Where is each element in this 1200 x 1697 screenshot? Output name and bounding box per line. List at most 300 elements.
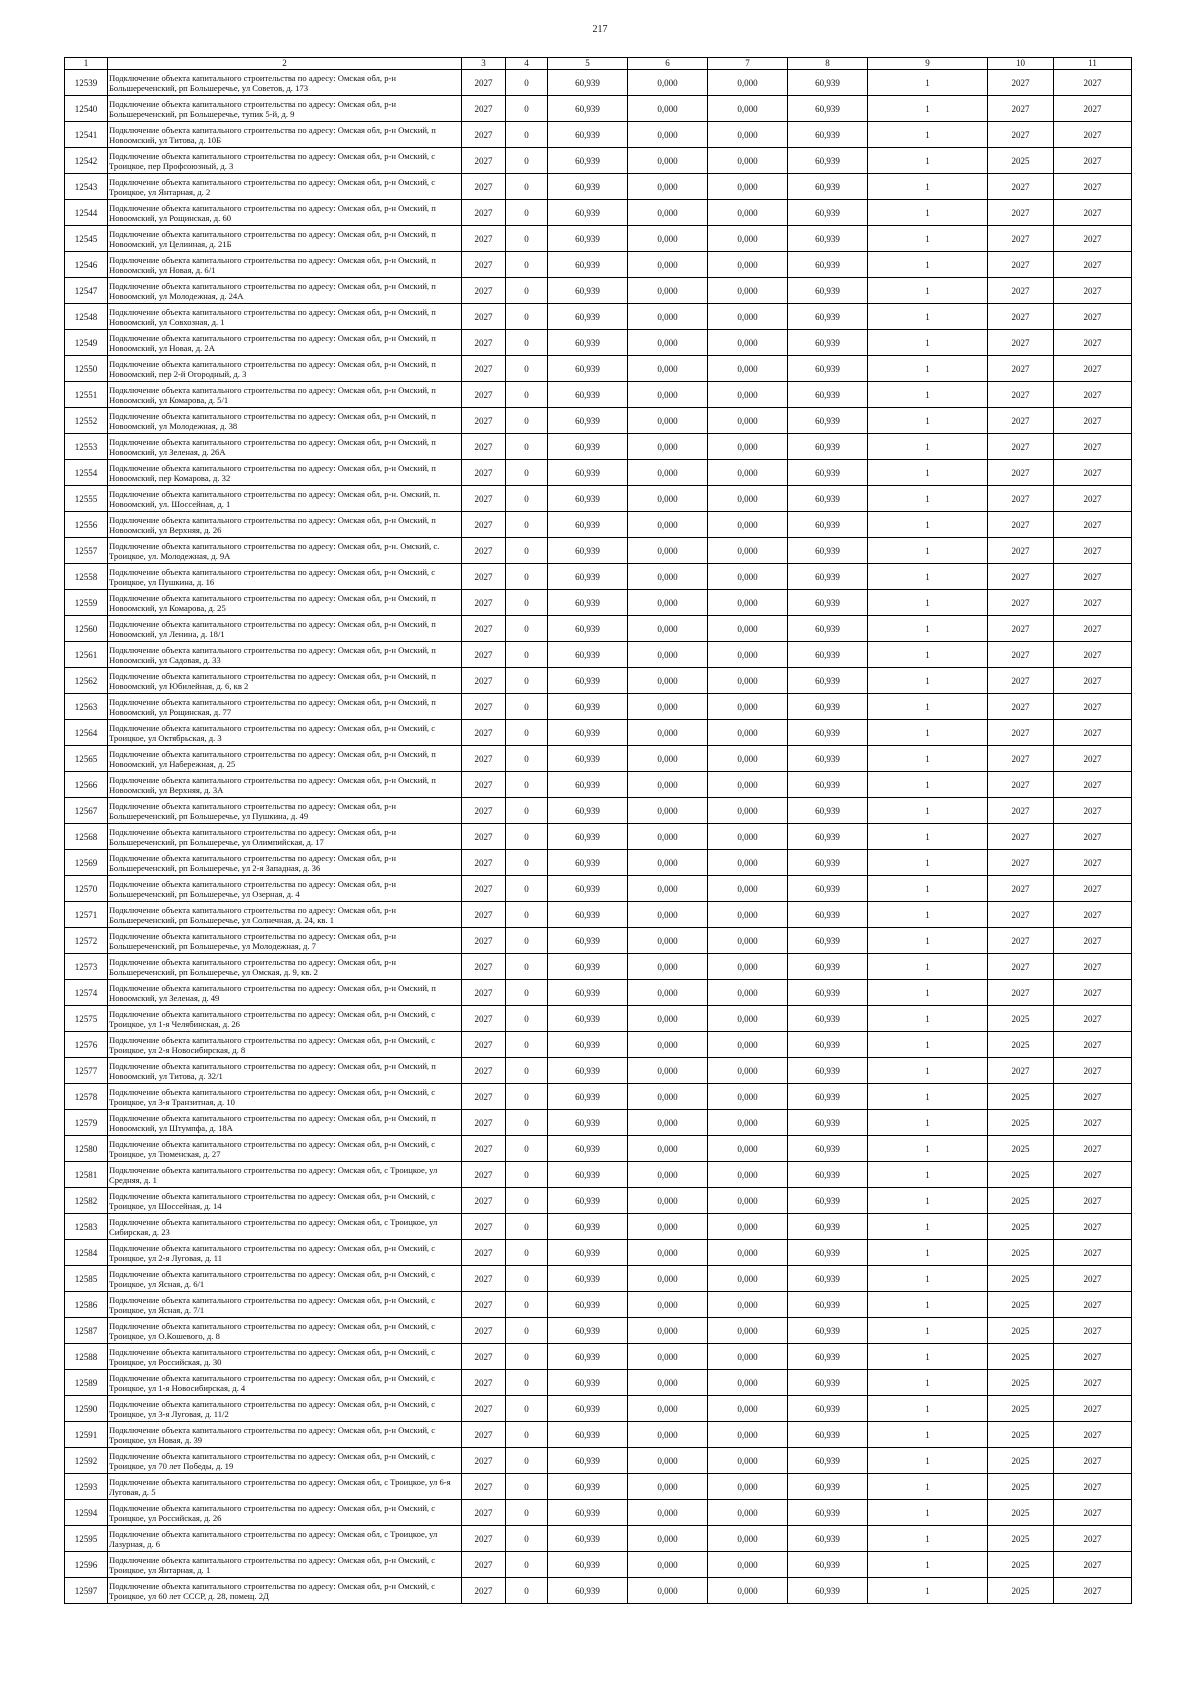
column-4-cell: 0 [506, 174, 548, 200]
column-7-cell: 0,000 [708, 564, 788, 590]
column-10-cell: 2027 [988, 486, 1054, 512]
column-7-cell: 0,000 [708, 980, 788, 1006]
column-3-cell: 2027 [462, 1552, 506, 1578]
column-9-cell: 1 [868, 1396, 988, 1422]
column-7-cell: 0,000 [708, 1136, 788, 1162]
object-description-cell: Подключение объекта капитального строительства по адресу: Омская обл, р-н Омский, с Троицкое, ул Янтарная, д. 1 [108, 1552, 462, 1578]
column-10-cell: 2025 [988, 1526, 1054, 1552]
row-number-cell: 12576 [65, 1032, 108, 1058]
column-11-cell: 2027 [1054, 460, 1132, 486]
column-6-cell: 0,000 [628, 278, 708, 304]
column-9-cell: 1 [868, 1006, 988, 1032]
column-4-cell: 0 [506, 1500, 548, 1526]
column-4-cell: 0 [506, 1552, 548, 1578]
column-6-cell: 0,000 [628, 746, 708, 772]
table-row [65, 902, 1132, 928]
column-8-cell: 60,939 [788, 252, 868, 278]
column-3-cell: 2027 [462, 1318, 506, 1344]
column-8-cell: 60,939 [788, 486, 868, 512]
column-7-cell: 0,000 [708, 200, 788, 226]
column-11-cell: 2027 [1054, 1032, 1132, 1058]
row-number-cell: 12547 [65, 278, 108, 304]
object-description-cell: Подключение объекта капитального строительства по адресу: Омская обл, р-н Омский, п Новоомский, ул Титова, д. 32/1 [108, 1058, 462, 1084]
table-row [65, 1318, 1132, 1344]
column-8-cell: 60,939 [788, 200, 868, 226]
column-6-cell: 0,000 [628, 1136, 708, 1162]
column-4-cell: 0 [506, 252, 548, 278]
object-description-cell: Подключение объекта капитального строительства по адресу: Омская обл, р-н Большереченский, рп Большеречье, ул Омская, д. 9, кв. 2 [108, 954, 462, 980]
column-5-cell: 60,939 [548, 148, 628, 174]
column-8-cell: 60,939 [788, 330, 868, 356]
column-5-cell: 60,939 [548, 1396, 628, 1422]
table-row [65, 1162, 1132, 1188]
table-row [65, 304, 1132, 330]
column-5-cell: 60,939 [548, 1188, 628, 1214]
column-header: 9 [868, 58, 988, 70]
column-10-cell: 2025 [988, 1032, 1054, 1058]
column-11-cell: 2027 [1054, 694, 1132, 720]
column-header: 3 [462, 58, 506, 70]
object-description-cell: Подключение объекта капитального строительства по адресу: Омская обл, р-н Омский, с Троицкое, ул О.Кошевого, д. 8 [108, 1318, 462, 1344]
column-11-cell: 2027 [1054, 1058, 1132, 1084]
row-number-cell: 12582 [65, 1188, 108, 1214]
column-10-cell: 2027 [988, 590, 1054, 616]
column-8-cell: 60,939 [788, 1084, 868, 1110]
column-5-cell: 60,939 [548, 1474, 628, 1500]
column-3-cell: 2027 [462, 538, 506, 564]
column-6-cell: 0,000 [628, 304, 708, 330]
column-6-cell: 0,000 [628, 876, 708, 902]
column-8-cell: 60,939 [788, 278, 868, 304]
row-number-cell: 12577 [65, 1058, 108, 1084]
column-7-cell: 0,000 [708, 538, 788, 564]
column-6-cell: 0,000 [628, 1578, 708, 1604]
column-7-cell: 0,000 [708, 668, 788, 694]
column-11-cell: 2027 [1054, 226, 1132, 252]
column-6-cell: 0,000 [628, 668, 708, 694]
column-5-cell: 60,939 [548, 798, 628, 824]
row-number-cell: 12548 [65, 304, 108, 330]
column-3-cell: 2027 [462, 96, 506, 122]
column-6-cell: 0,000 [628, 954, 708, 980]
column-4-cell: 0 [506, 122, 548, 148]
column-10-cell: 2027 [988, 746, 1054, 772]
object-description-cell: Подключение объекта капитального строительства по адресу: Омская обл, р-н Омский, с Троицкое, ул 1-я Челябинская, д. 26 [108, 1006, 462, 1032]
column-11-cell: 2027 [1054, 1500, 1132, 1526]
table-row [65, 1266, 1132, 1292]
object-description-cell: Подключение объекта капитального строительства по адресу: Омская обл, р-н Омский, п Новоомский, ул Штумпфа, д. 18А [108, 1110, 462, 1136]
column-11-cell: 2027 [1054, 616, 1132, 642]
column-7-cell: 0,000 [708, 382, 788, 408]
column-10-cell: 2027 [988, 824, 1054, 850]
table-row [65, 96, 1132, 122]
table-row [65, 226, 1132, 252]
column-10-cell: 2025 [988, 1396, 1054, 1422]
column-7-cell: 0,000 [708, 486, 788, 512]
column-10-cell: 2025 [988, 1006, 1054, 1032]
row-number-cell: 12563 [65, 694, 108, 720]
column-10-cell: 2027 [988, 434, 1054, 460]
column-8-cell: 60,939 [788, 1526, 868, 1552]
column-9-cell: 1 [868, 1188, 988, 1214]
column-5-cell: 60,939 [548, 278, 628, 304]
column-4-cell: 0 [506, 304, 548, 330]
table-row [65, 642, 1132, 668]
column-11-cell: 2027 [1054, 382, 1132, 408]
column-8-cell: 60,939 [788, 1318, 868, 1344]
column-11-cell: 2027 [1054, 70, 1132, 96]
column-header: 5 [548, 58, 628, 70]
row-number-cell: 12581 [65, 1162, 108, 1188]
table-row [65, 1006, 1132, 1032]
column-5-cell: 60,939 [548, 746, 628, 772]
column-4-cell: 0 [506, 1058, 548, 1084]
object-description-cell: Подключение объекта капитального строительства по адресу: Омская обл, р-н Омский, п Новоомский, ул Новая, д. 6/1 [108, 252, 462, 278]
column-4-cell: 0 [506, 824, 548, 850]
column-11-cell: 2027 [1054, 720, 1132, 746]
column-7-cell: 0,000 [708, 720, 788, 746]
table-row [65, 330, 1132, 356]
column-9-cell: 1 [868, 616, 988, 642]
object-description-cell: Подключение объекта капитального строительства по адресу: Омская обл, р-н Омский, п Новоомский, ул Новая, д. 2А [108, 330, 462, 356]
column-6-cell: 0,000 [628, 1032, 708, 1058]
row-number-cell: 12554 [65, 460, 108, 486]
object-description-cell: Подключение объекта капитального строительства по адресу: Омская обл, р-н Омский, п Новоомский, ул Совхозная, д. 1 [108, 304, 462, 330]
column-11-cell: 2027 [1054, 96, 1132, 122]
object-description-cell: Подключение объекта капитального строительства по адресу: Омская обл, р-н Большереченский, рп Большеречье, ул Советов, д. 173 [108, 70, 462, 96]
column-11-cell: 2027 [1054, 1162, 1132, 1188]
column-8-cell: 60,939 [788, 1448, 868, 1474]
column-9-cell: 1 [868, 460, 988, 486]
column-7-cell: 0,000 [708, 1422, 788, 1448]
column-9-cell: 1 [868, 1422, 988, 1448]
column-4-cell: 0 [506, 1162, 548, 1188]
column-6-cell: 0,000 [628, 1552, 708, 1578]
row-number-cell: 12560 [65, 616, 108, 642]
column-3-cell: 2027 [462, 1474, 506, 1500]
column-4-cell: 0 [506, 1344, 548, 1370]
column-7-cell: 0,000 [708, 1552, 788, 1578]
column-3-cell: 2027 [462, 1188, 506, 1214]
column-5-cell: 60,939 [548, 1370, 628, 1396]
column-9-cell: 1 [868, 434, 988, 460]
object-description-cell: Подключение объекта капитального строительства по адресу: Омская обл, р-н Омский, с Троицкое, ул Тюменская, д. 27 [108, 1136, 462, 1162]
column-8-cell: 60,939 [788, 564, 868, 590]
column-3-cell: 2027 [462, 1266, 506, 1292]
row-number-cell: 12579 [65, 1110, 108, 1136]
column-3-cell: 2027 [462, 1448, 506, 1474]
column-5-cell: 60,939 [548, 1344, 628, 1370]
column-10-cell: 2025 [988, 1552, 1054, 1578]
column-9-cell: 1 [868, 122, 988, 148]
object-description-cell: Подключение объекта капитального строительства по адресу: Омская обл, р-н. Омский, с. Троицкое, ул. Молодежная, д. 9А [108, 538, 462, 564]
column-5-cell: 60,939 [548, 1526, 628, 1552]
column-6-cell: 0,000 [628, 408, 708, 434]
column-5-cell: 60,939 [548, 330, 628, 356]
column-7-cell: 0,000 [708, 798, 788, 824]
column-11-cell: 2027 [1054, 200, 1132, 226]
table-row [65, 772, 1132, 798]
column-5-cell: 60,939 [548, 408, 628, 434]
column-9-cell: 1 [868, 330, 988, 356]
column-5-cell: 60,939 [548, 1214, 628, 1240]
column-7-cell: 0,000 [708, 1006, 788, 1032]
column-5-cell: 60,939 [548, 980, 628, 1006]
column-7-cell: 0,000 [708, 1110, 788, 1136]
column-4-cell: 0 [506, 330, 548, 356]
column-3-cell: 2027 [462, 1526, 506, 1552]
column-5-cell: 60,939 [548, 564, 628, 590]
column-9-cell: 1 [868, 1162, 988, 1188]
column-4-cell: 0 [506, 538, 548, 564]
column-5-cell: 60,939 [548, 1136, 628, 1162]
table-row [65, 824, 1132, 850]
table-row [65, 980, 1132, 1006]
table-row [65, 434, 1132, 460]
column-6-cell: 0,000 [628, 174, 708, 200]
column-8-cell: 60,939 [788, 1032, 868, 1058]
column-8-cell: 60,939 [788, 850, 868, 876]
column-8-cell: 60,939 [788, 720, 868, 746]
column-9-cell: 1 [868, 1136, 988, 1162]
column-11-cell: 2027 [1054, 1344, 1132, 1370]
column-9-cell: 1 [868, 772, 988, 798]
object-description-cell: Подключение объекта капитального строительства по адресу: Омская обл, р-н Омский, с Троицкое, ул 60 лет СССР, д. 28, помещ. 2Д [108, 1578, 462, 1604]
column-11-cell: 2027 [1054, 772, 1132, 798]
column-11-cell: 2027 [1054, 252, 1132, 278]
column-4-cell: 0 [506, 1240, 548, 1266]
table-row [65, 278, 1132, 304]
column-5-cell: 60,939 [548, 1500, 628, 1526]
table-row [65, 460, 1132, 486]
object-description-cell: Подключение объекта капитального строительства по адресу: Омская обл, р-н Омский, п Новоомский, ул Целинная, д. 21Б [108, 226, 462, 252]
column-9-cell: 1 [868, 902, 988, 928]
column-8-cell: 60,939 [788, 1240, 868, 1266]
column-7-cell: 0,000 [708, 1084, 788, 1110]
column-3-cell: 2027 [462, 356, 506, 382]
column-5-cell: 60,939 [548, 122, 628, 148]
column-3-cell: 2027 [462, 1578, 506, 1604]
object-description-cell: Подключение объекта капитального строительства по адресу: Омская обл, р-н Омский, п Новоомский, ул Верхняя, д. 3А [108, 772, 462, 798]
row-number-cell: 12545 [65, 226, 108, 252]
column-7-cell: 0,000 [708, 96, 788, 122]
table-row [65, 1448, 1132, 1474]
column-6-cell: 0,000 [628, 148, 708, 174]
column-6-cell: 0,000 [628, 928, 708, 954]
column-11-cell: 2027 [1054, 876, 1132, 902]
table-row [65, 1214, 1132, 1240]
column-6-cell: 0,000 [628, 252, 708, 278]
column-8-cell: 60,939 [788, 954, 868, 980]
column-7-cell: 0,000 [708, 824, 788, 850]
column-8-cell: 60,939 [788, 1110, 868, 1136]
column-5-cell: 60,939 [548, 1578, 628, 1604]
column-6-cell: 0,000 [628, 1006, 708, 1032]
column-8-cell: 60,939 [788, 122, 868, 148]
column-8-cell: 60,939 [788, 1578, 868, 1604]
column-11-cell: 2027 [1054, 434, 1132, 460]
column-header: 1 [65, 58, 108, 70]
column-10-cell: 2027 [988, 694, 1054, 720]
column-8-cell: 60,939 [788, 174, 868, 200]
column-11-cell: 2027 [1054, 1422, 1132, 1448]
column-4-cell: 0 [506, 902, 548, 928]
column-9-cell: 1 [868, 512, 988, 538]
column-7-cell: 0,000 [708, 590, 788, 616]
column-8-cell: 60,939 [788, 668, 868, 694]
column-10-cell: 2027 [988, 980, 1054, 1006]
column-11-cell: 2027 [1054, 1188, 1132, 1214]
column-9-cell: 1 [868, 148, 988, 174]
column-4-cell: 0 [506, 512, 548, 538]
object-description-cell: Подключение объекта капитального строительства по адресу: Омская обл, р-н Омский, п Новоомский, ул Комарова, д. 25 [108, 590, 462, 616]
column-5-cell: 60,939 [548, 694, 628, 720]
column-6-cell: 0,000 [628, 1474, 708, 1500]
column-7-cell: 0,000 [708, 1292, 788, 1318]
column-7-cell: 0,000 [708, 1578, 788, 1604]
column-number-row [65, 58, 1132, 70]
column-6-cell: 0,000 [628, 1214, 708, 1240]
column-10-cell: 2027 [988, 278, 1054, 304]
table-row [65, 1500, 1132, 1526]
object-description-cell: Подключение объекта капитального строительства по адресу: Омская обл, р-н Омский, п Новоомский, ул Юбилейная, д. 6, кв 2 [108, 668, 462, 694]
row-number-cell: 12572 [65, 928, 108, 954]
row-number-cell: 12543 [65, 174, 108, 200]
column-10-cell: 2027 [988, 720, 1054, 746]
column-header: 8 [788, 58, 868, 70]
column-8-cell: 60,939 [788, 1396, 868, 1422]
row-number-cell: 12551 [65, 382, 108, 408]
column-4-cell: 0 [506, 590, 548, 616]
column-7-cell: 0,000 [708, 434, 788, 460]
column-4-cell: 0 [506, 772, 548, 798]
column-4-cell: 0 [506, 642, 548, 668]
row-number-cell: 12583 [65, 1214, 108, 1240]
column-6-cell: 0,000 [628, 512, 708, 538]
column-3-cell: 2027 [462, 902, 506, 928]
column-10-cell: 2025 [988, 1136, 1054, 1162]
column-5-cell: 60,939 [548, 1058, 628, 1084]
column-6-cell: 0,000 [628, 642, 708, 668]
column-4-cell: 0 [506, 720, 548, 746]
column-8-cell: 60,939 [788, 642, 868, 668]
column-8-cell: 60,939 [788, 980, 868, 1006]
column-7-cell: 0,000 [708, 252, 788, 278]
row-number-cell: 12546 [65, 252, 108, 278]
column-7-cell: 0,000 [708, 460, 788, 486]
column-header: 7 [708, 58, 788, 70]
column-4-cell: 0 [506, 564, 548, 590]
column-5-cell: 60,939 [548, 226, 628, 252]
column-10-cell: 2027 [988, 252, 1054, 278]
column-10-cell: 2027 [988, 96, 1054, 122]
column-8-cell: 60,939 [788, 590, 868, 616]
column-11-cell: 2027 [1054, 356, 1132, 382]
column-5-cell: 60,939 [548, 902, 628, 928]
column-3-cell: 2027 [462, 382, 506, 408]
column-7-cell: 0,000 [708, 694, 788, 720]
column-11-cell: 2027 [1054, 486, 1132, 512]
column-4-cell: 0 [506, 200, 548, 226]
column-6-cell: 0,000 [628, 1084, 708, 1110]
column-8-cell: 60,939 [788, 876, 868, 902]
column-9-cell: 1 [868, 408, 988, 434]
column-header: 6 [628, 58, 708, 70]
row-number-cell: 12575 [65, 1006, 108, 1032]
column-9-cell: 1 [868, 642, 988, 668]
column-4-cell: 0 [506, 1396, 548, 1422]
column-11-cell: 2027 [1054, 1526, 1132, 1552]
column-9-cell: 1 [868, 954, 988, 980]
column-10-cell: 2025 [988, 1266, 1054, 1292]
column-8-cell: 60,939 [788, 304, 868, 330]
column-header: 2 [108, 58, 462, 70]
column-4-cell: 0 [506, 226, 548, 252]
column-8-cell: 60,939 [788, 96, 868, 122]
column-4-cell: 0 [506, 616, 548, 642]
object-description-cell: Подключение объекта капитального строительства по адресу: Омская обл, р-н Омский, с Троицкое, ул Ясная, д. 7/1 [108, 1292, 462, 1318]
column-10-cell: 2025 [988, 1344, 1054, 1370]
column-9-cell: 1 [868, 1032, 988, 1058]
column-7-cell: 0,000 [708, 70, 788, 96]
column-5-cell: 60,939 [548, 720, 628, 746]
column-8-cell: 60,939 [788, 1136, 868, 1162]
column-8-cell: 60,939 [788, 148, 868, 174]
column-5-cell: 60,939 [548, 1240, 628, 1266]
table-row [65, 720, 1132, 746]
column-6-cell: 0,000 [628, 200, 708, 226]
table-row [65, 408, 1132, 434]
table-row [65, 1344, 1132, 1370]
table-row [65, 876, 1132, 902]
column-7-cell: 0,000 [708, 1370, 788, 1396]
column-8-cell: 60,939 [788, 1188, 868, 1214]
column-8-cell: 60,939 [788, 694, 868, 720]
column-4-cell: 0 [506, 70, 548, 96]
row-number-cell: 12565 [65, 746, 108, 772]
column-9-cell: 1 [868, 824, 988, 850]
column-11-cell: 2027 [1054, 538, 1132, 564]
table-row [65, 1084, 1132, 1110]
column-9-cell: 1 [868, 928, 988, 954]
column-6-cell: 0,000 [628, 1500, 708, 1526]
column-11-cell: 2027 [1054, 408, 1132, 434]
column-4-cell: 0 [506, 746, 548, 772]
column-3-cell: 2027 [462, 772, 506, 798]
column-4-cell: 0 [506, 1448, 548, 1474]
column-11-cell: 2027 [1054, 330, 1132, 356]
column-3-cell: 2027 [462, 122, 506, 148]
column-6-cell: 0,000 [628, 616, 708, 642]
row-number-cell: 12559 [65, 590, 108, 616]
column-3-cell: 2027 [462, 174, 506, 200]
column-9-cell: 1 [868, 980, 988, 1006]
column-8-cell: 60,939 [788, 1214, 868, 1240]
column-11-cell: 2027 [1054, 1110, 1132, 1136]
column-9-cell: 1 [868, 70, 988, 96]
column-8-cell: 60,939 [788, 538, 868, 564]
column-3-cell: 2027 [462, 1214, 506, 1240]
table-row [65, 1552, 1132, 1578]
column-8-cell: 60,939 [788, 356, 868, 382]
row-number-cell: 12596 [65, 1552, 108, 1578]
object-description-cell: Подключение объекта капитального строительства по адресу: Омская обл, р-н Омский, с Троицкое, ул 2-я Новосибирская, д. 8 [108, 1032, 462, 1058]
row-number-cell: 12591 [65, 1422, 108, 1448]
column-10-cell: 2027 [988, 226, 1054, 252]
object-description-cell: Подключение объекта капитального строительства по адресу: Омская обл, р-н Омский, с Троицкое, ул Шоссейная, д. 14 [108, 1188, 462, 1214]
column-10-cell: 2027 [988, 564, 1054, 590]
column-11-cell: 2027 [1054, 278, 1132, 304]
